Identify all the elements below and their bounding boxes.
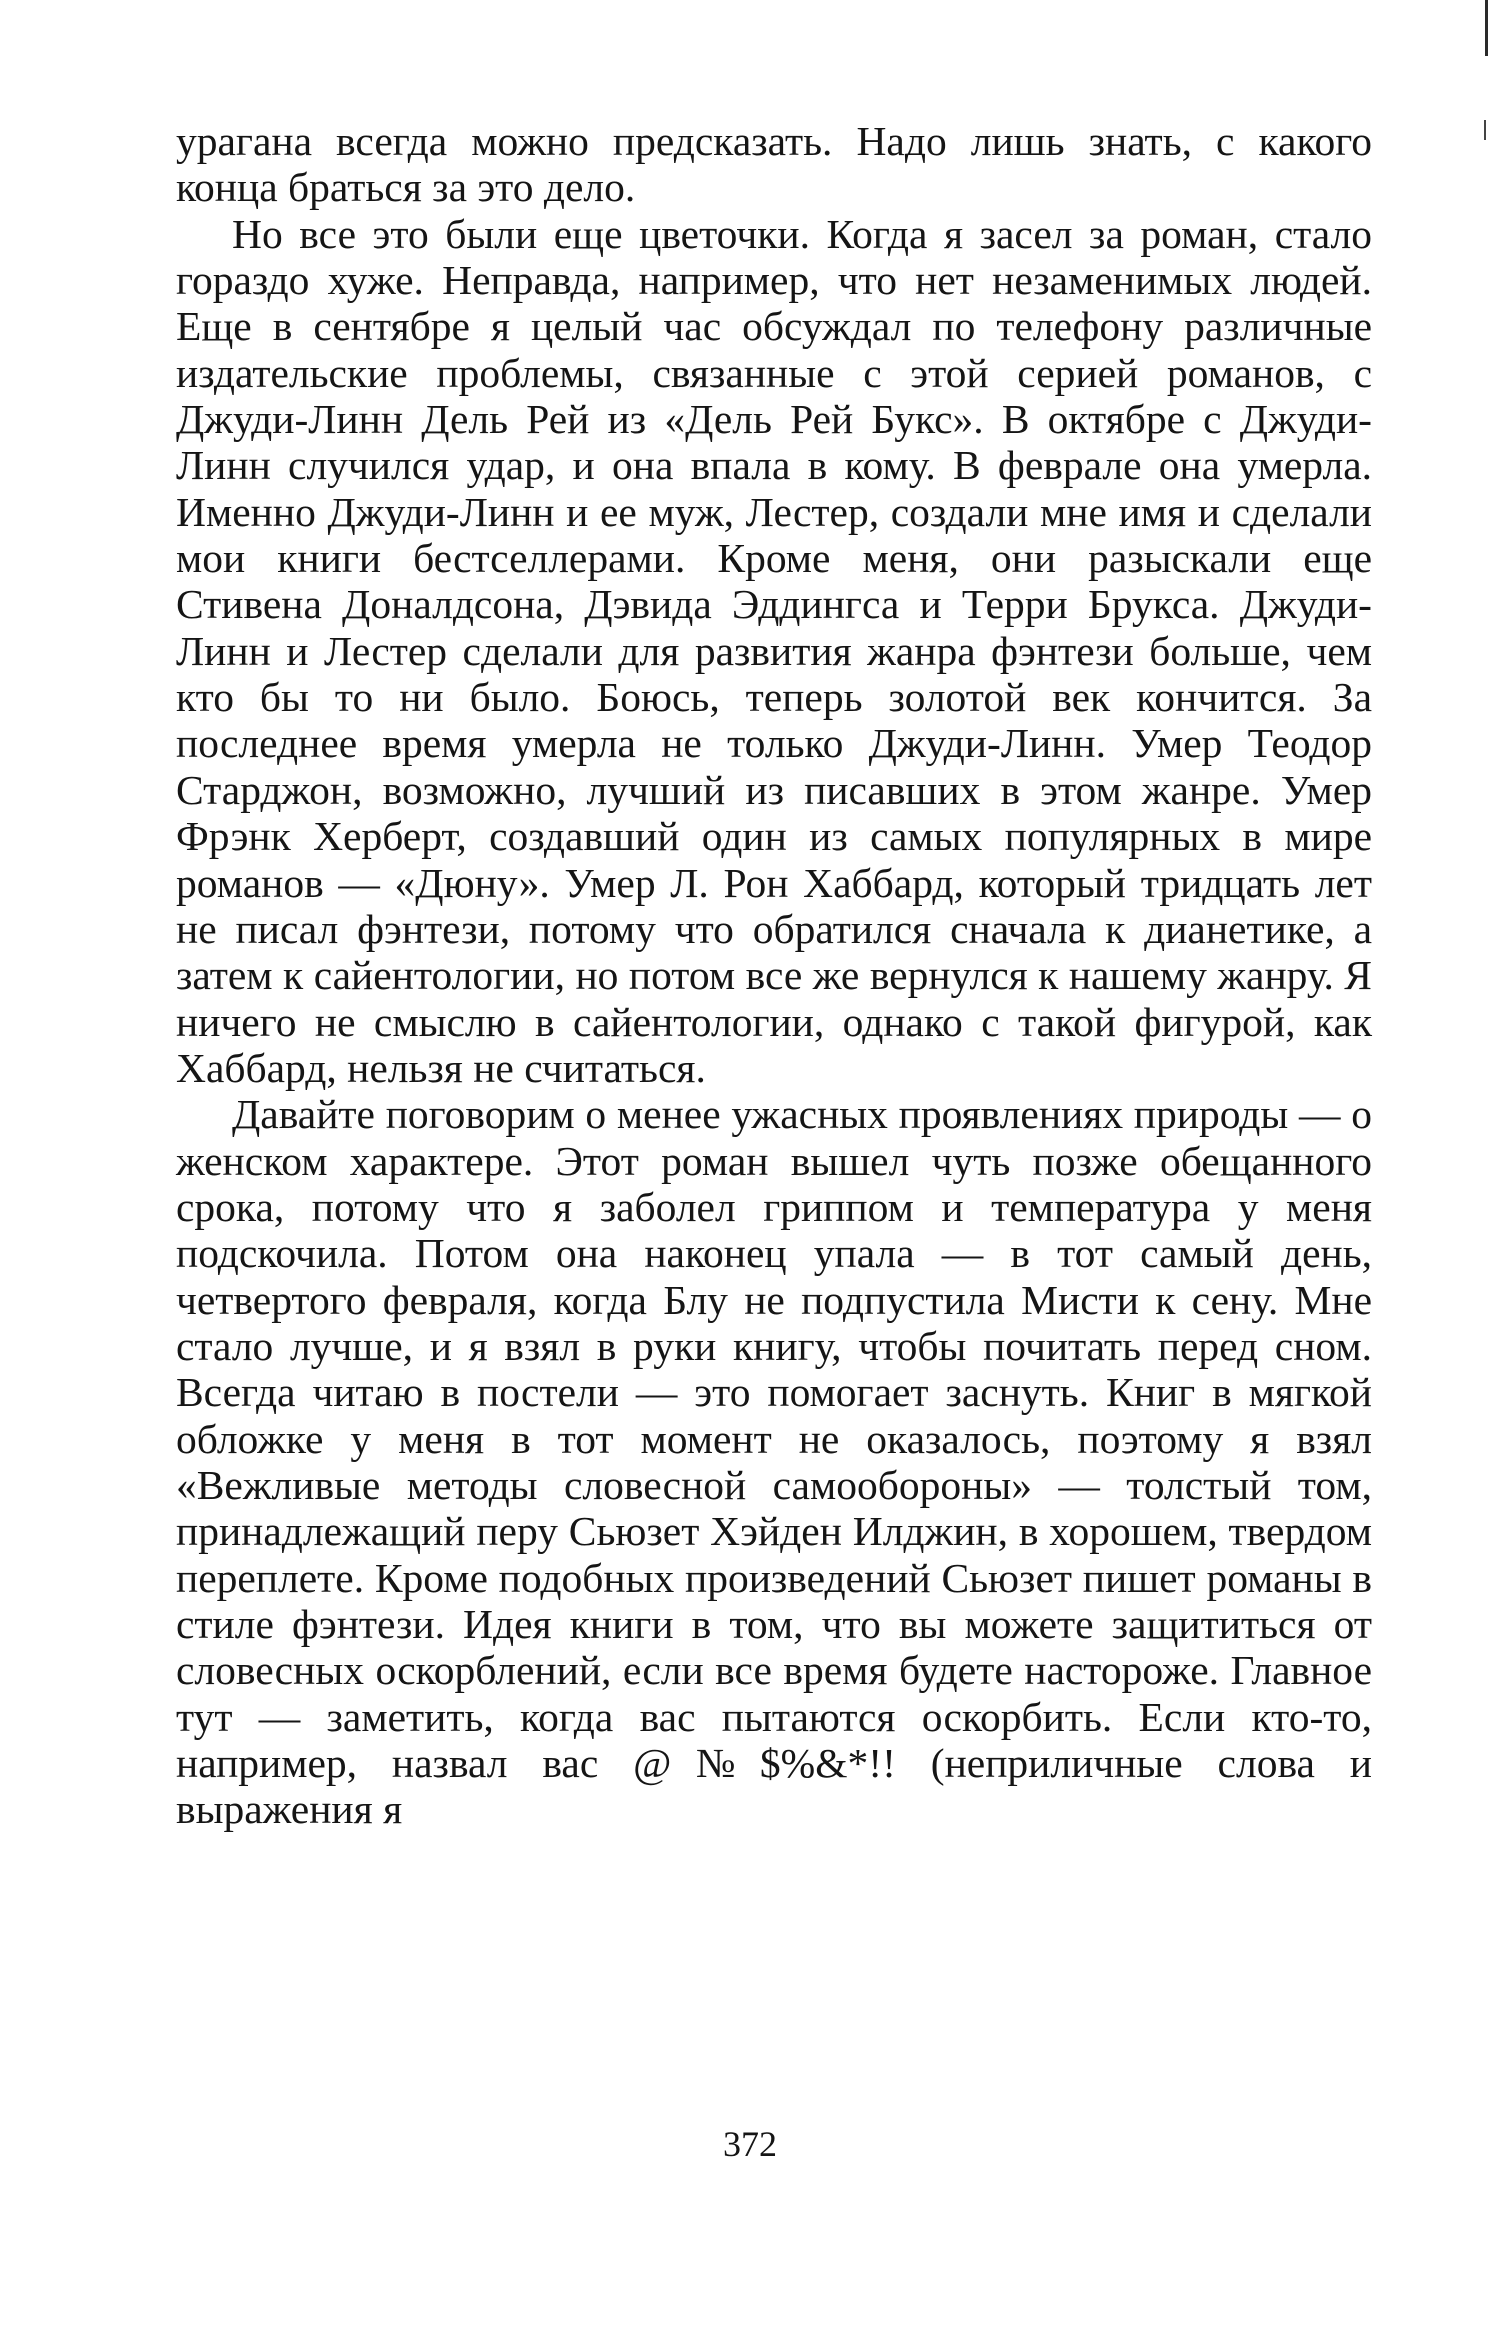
body-text	[176, 118, 1372, 1833]
paragraph-female-character: Давайте поговорим о менее ужасных проявлениях природы — о женском характере. Этот роман вышел чуть позже обещанного срока, потому что я заболел гриппом и температура у меня подскочила. Потом она наконец упала — в тот самый день, четвертого февраля, когда Блу не подпустила Мисти к сену. Мне стало лучше, и я взял в руки книгу, чтобы почитать перед сном. Всегда читаю в постели — это помогает заснуть. Книг в мягкой обложке у меня в тот момент не оказалось, поэтому я взял «Вежливые методы словесной самообороны» — толстый том, принадлежащий перу Сьюзет Хэйден Илджин, в хорошем, твердом переплете. Кроме подобных произведений Сьюзет пишет романы в стиле фэнтези. Идея книги в том, что вы можете защититься от словесных оскорблений, если все время будете настороже. Главное тут — заметить, когда вас пытаются оскорбить. Если кто-то, например, назвал вас @№$%&*!! (неприличные слова и выражения я	[176, 1091, 1372, 1833]
page-number: 372	[723, 2124, 777, 2164]
scan-edge-mark	[1484, 120, 1486, 140]
paragraph-deaths: Но все это были еще цветочки. Когда я засел за роман, стало гораздо хуже. Неправда, например, что нет незаменимых людей. Еще в сентябре я целый час обсуждал по телефону различные издательские проблемы, связанные с этой серией романов, с Джуди-Линн Дель Рей из «Дель Рей Букс». В октябре с Джуди-Линн случился удар, и она впала в кому. В феврале она умерла. Именно Джуди-Линн и ее муж, Лестер, создали мне имя и сделали мои книги бестселлерами. Кроме меня, они разыскали еще Стивена Доналдсона, Дэвида Эддингса и Терри Брукса. Джуди-Линн и Лестер сделали для развития жанра фэнтези больше, чем кто бы то ни было. Боюсь, теперь золотой век кончится. За последнее время умерла не только Джуди-Линн. Умер Теодор Старджон, возможно, лучший из писавших в этом жанре. Умер Фрэнк Херберт, создавший один из самых популярных в мире романов — «Дюну». Умер Л. Рон Хаббард, который тридцать лет не писал фэнтези, потому что обратился сначала к дианетике, а затем к сайентологии, но потом все же вернулся к нашему жанру. Я ничего не смыслю в сайентологии, однако с такой фигурой, как Хаббард, нельзя не считаться.	[176, 210, 1372, 1091]
scan-edge-mark	[1485, 0, 1488, 56]
paragraph-continuation: урагана всегда можно предсказать. Надо лишь знать, с какого конца браться за это дело.	[176, 118, 1372, 211]
